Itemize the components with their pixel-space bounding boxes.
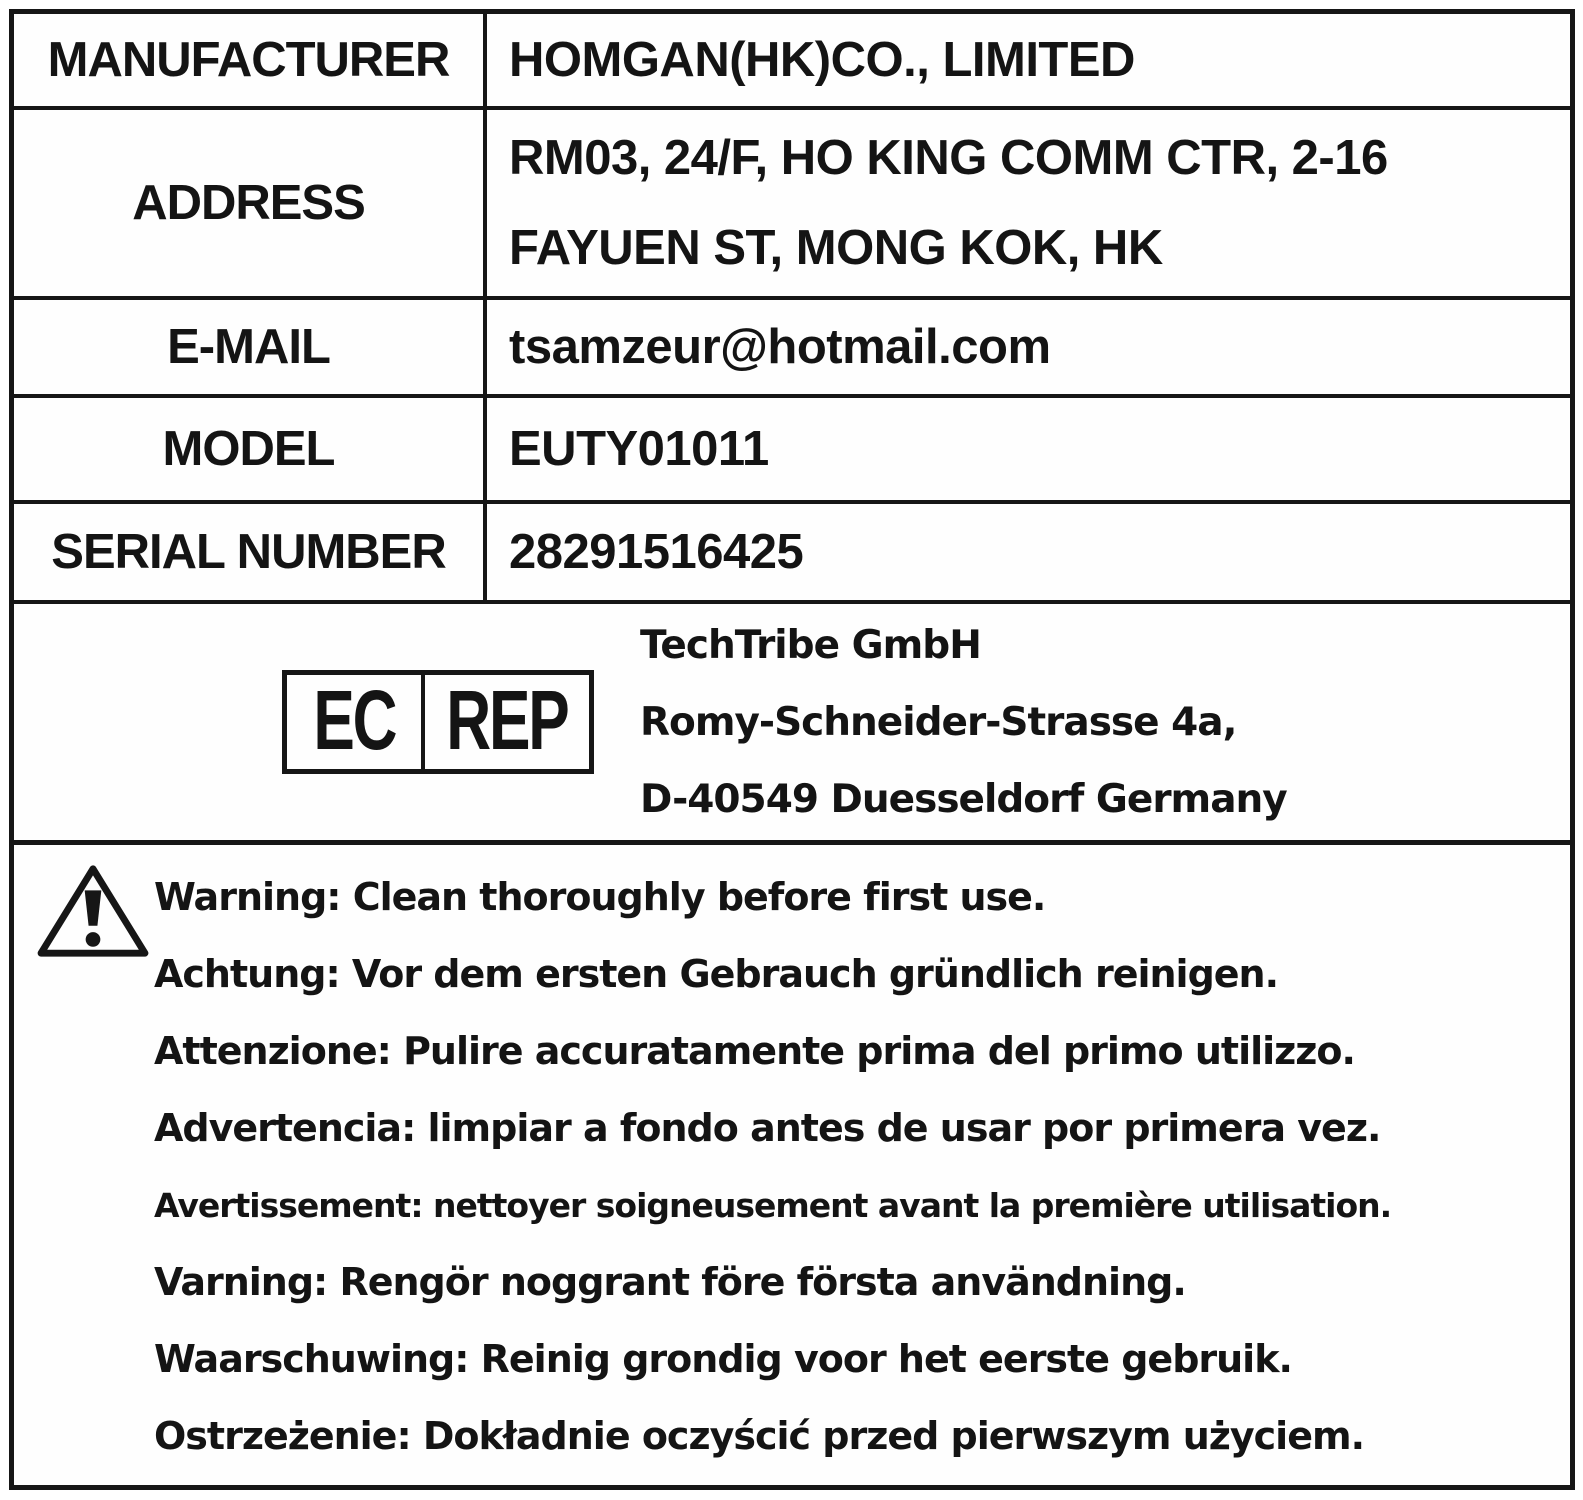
- spec-row-serial: [14, 504, 1570, 604]
- warning-line-es: Advertencia: limpiar a fondo antes de usar por primera vez.: [154, 1106, 1381, 1150]
- warning-line-it: Attenzione: Pulire accuratamente prima del primo utilizzo.: [154, 1029, 1355, 1073]
- serial-value-text: 28291516425: [509, 525, 804, 579]
- spec-label-address: ADDRESS: [14, 110, 487, 296]
- warning-line-en: Warning: Clean thoroughly before first use.: [154, 875, 1046, 919]
- warning-line-nl: Waarschuwing: Reinig grondig voor het eerste gebruik.: [154, 1337, 1292, 1381]
- ec-rep-symbol-ec-text: EC: [313, 675, 395, 767]
- warning-line-fr: Avertissement: nettoyer soigneusement avant la première utilisation.: [154, 1186, 1392, 1225]
- spec-row-model: [14, 398, 1570, 504]
- spec-value-serial: [487, 504, 1570, 600]
- spec-row-email: [14, 300, 1570, 398]
- spec-label-manufacturer: MANUFACTURER: [14, 14, 487, 106]
- warnings-section: [14, 845, 1570, 1485]
- address-line-2: FAYUEN ST, MONG KOK, HK: [509, 221, 1163, 275]
- ec-rep-symbol: [282, 670, 594, 774]
- ec-rep-symbol-rep-cell: [425, 675, 589, 769]
- warning-line-pl: Ostrzeżenie: Dokładnie oczyścić przed pierwszym użyciem.: [154, 1414, 1365, 1458]
- spec-label-email: E-MAIL: [14, 300, 487, 394]
- spec-row-address: [14, 110, 1570, 300]
- warning-triangle-icon: [34, 861, 152, 961]
- ec-rep-symbol-rep-text: REP: [446, 675, 568, 767]
- address-line-1: RM03, 24/F, HO KING COMM CTR, 2-16: [509, 131, 1388, 185]
- manufacturer-value-text: HOMGAN(HK)CO., LIMITED: [509, 33, 1135, 87]
- spec-value-manufacturer: [487, 14, 1570, 106]
- email-value-text: tsamzeur@hotmail.com: [509, 320, 1051, 374]
- ec-rep-address-block: [640, 607, 1287, 838]
- warning-line-de: Achtung: Vor dem ersten Gebrauch gründlich reinigen.: [154, 952, 1279, 996]
- warning-line-sv: Varning: Rengör noggrant före första användning.: [154, 1260, 1186, 1304]
- warning-lines: [154, 859, 1570, 1475]
- ec-rep-city: D-40549 Duesseldorf Germany: [640, 776, 1287, 822]
- spec-value-model: [487, 398, 1570, 500]
- ec-rep-street: Romy-Schneider-Strasse 4a,: [640, 699, 1237, 745]
- label-frame: [9, 9, 1575, 1490]
- spec-label-serial: SERIAL NUMBER: [14, 504, 487, 600]
- model-value-text: EUTY01011: [509, 422, 769, 476]
- ec-rep-section: [14, 604, 1570, 845]
- spec-value-address: [487, 110, 1570, 296]
- ec-rep-company-name: TechTribe GmbH: [640, 622, 981, 668]
- spec-value-email: [487, 300, 1570, 394]
- spec-row-manufacturer: [14, 14, 1570, 110]
- spec-label-model: MODEL: [14, 398, 487, 500]
- ec-rep-symbol-ec-cell: [287, 675, 425, 769]
